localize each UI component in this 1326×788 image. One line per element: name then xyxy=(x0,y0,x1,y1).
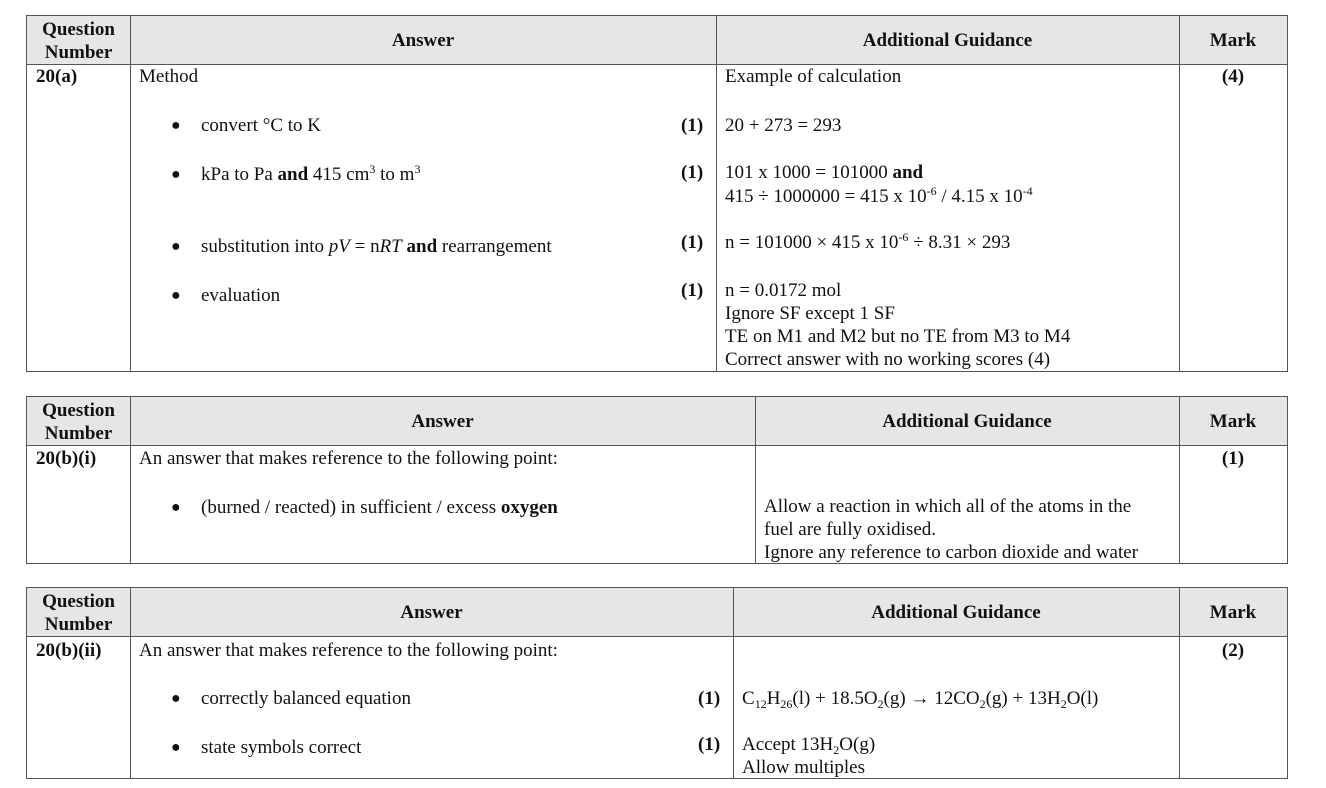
header-question-number: Question Number xyxy=(42,591,115,635)
guidance-text: Accept $13H_2O(g)$ xyxy=(742,734,876,757)
guidance-text: 101 x 1000 = 101000 and xyxy=(725,162,924,183)
bullet-icon: ● xyxy=(171,166,181,183)
answer-point: kPa to Pa and 415 $cm^3$ to $m^3$ xyxy=(201,162,421,185)
guidance-intro: Example of calculation xyxy=(725,66,902,87)
point-mark: (1) xyxy=(681,115,704,136)
point-mark: (1) xyxy=(681,280,704,301)
guidance-text: n = 0.0172 mol xyxy=(725,280,842,301)
question-number: 20(a) xyxy=(36,66,78,87)
question-20bi-table xyxy=(26,396,1288,564)
guidance-text: n = 101000 × 415 x $10^{-6} \div 8.31 \times 293$ xyxy=(725,230,1011,253)
header-guidance: Additional Guidance xyxy=(882,411,1052,432)
answer-intro: An answer that makes reference to the following point: xyxy=(139,448,558,469)
answer-point: correctly balanced equation xyxy=(201,688,411,709)
header-guidance: Additional Guidance xyxy=(871,602,1041,623)
guidance-text: TE on M1 and M2 but no TE from M3 to M4 xyxy=(725,326,1071,347)
answer-point: convert °C to K xyxy=(201,115,321,136)
header-guidance: Additional Guidance xyxy=(862,30,1033,51)
guidance-text: 415 ÷ 1000000 = 415 x $10^{-6} / 4.15$ x $10^{-4}$ xyxy=(725,184,1033,207)
point-mark: (1) xyxy=(698,734,721,755)
header-answer: Answer xyxy=(400,602,463,623)
bullet-icon: ● xyxy=(171,117,181,134)
guidance-text: Ignore any reference to carbon dioxide and water xyxy=(764,542,1139,563)
question-20a-table xyxy=(26,15,1288,372)
header-mark: Mark xyxy=(1209,30,1257,51)
guidance-text: 20 + 273 = 293 xyxy=(725,115,842,136)
mark-total: (1) xyxy=(1221,448,1245,469)
answer-intro: Method xyxy=(139,66,199,87)
point-mark: (1) xyxy=(681,162,704,183)
header-question-number: Question Number xyxy=(42,19,115,63)
header-question-number: Question Number xyxy=(42,400,115,444)
answer-point: substitution into pV = nRT and rearrangement xyxy=(201,236,552,257)
guidance-text: Correct answer with no working scores (4) xyxy=(725,349,1051,370)
question-20bii-table xyxy=(26,587,1288,779)
answer-point: (burned / reacted) in sufficient / excess oxygen xyxy=(201,497,558,518)
question-number: 20(b)(ii) xyxy=(36,640,102,661)
answer-point: evaluation xyxy=(201,285,281,306)
bullet-icon: ● xyxy=(171,287,181,304)
bullet-icon: ● xyxy=(171,690,181,707)
header-answer: Answer xyxy=(391,30,455,51)
bullet-icon: ● xyxy=(171,499,181,516)
point-mark: (1) xyxy=(698,688,721,709)
bullet-icon: ● xyxy=(171,739,181,756)
guidance-text: fuel are fully oxidised. xyxy=(764,519,937,540)
guidance-text: Allow a reaction in which all of the atoms in the xyxy=(764,496,1132,517)
mark-total: (4) xyxy=(1221,66,1245,87)
point-mark: (1) xyxy=(681,232,704,253)
mark-total: (2) xyxy=(1221,640,1245,661)
question-number: 20(b)(i) xyxy=(36,448,97,469)
bullet-icon: ● xyxy=(171,238,181,255)
header-mark: Mark xyxy=(1209,602,1257,623)
equation-text: $C_{12}H_{26}(l) + 18.5O_2(g) \to 12CO_2(g) + 13H_2O(l)$ xyxy=(742,688,1099,711)
header-mark: Mark xyxy=(1209,411,1257,432)
guidance-text: Ignore SF except 1 SF xyxy=(725,303,895,324)
answer-point: state symbols correct xyxy=(201,737,362,758)
header-answer: Answer xyxy=(411,411,474,432)
guidance-text: Allow multiples xyxy=(742,757,865,778)
answer-intro: An answer that makes reference to the following point: xyxy=(139,640,558,661)
